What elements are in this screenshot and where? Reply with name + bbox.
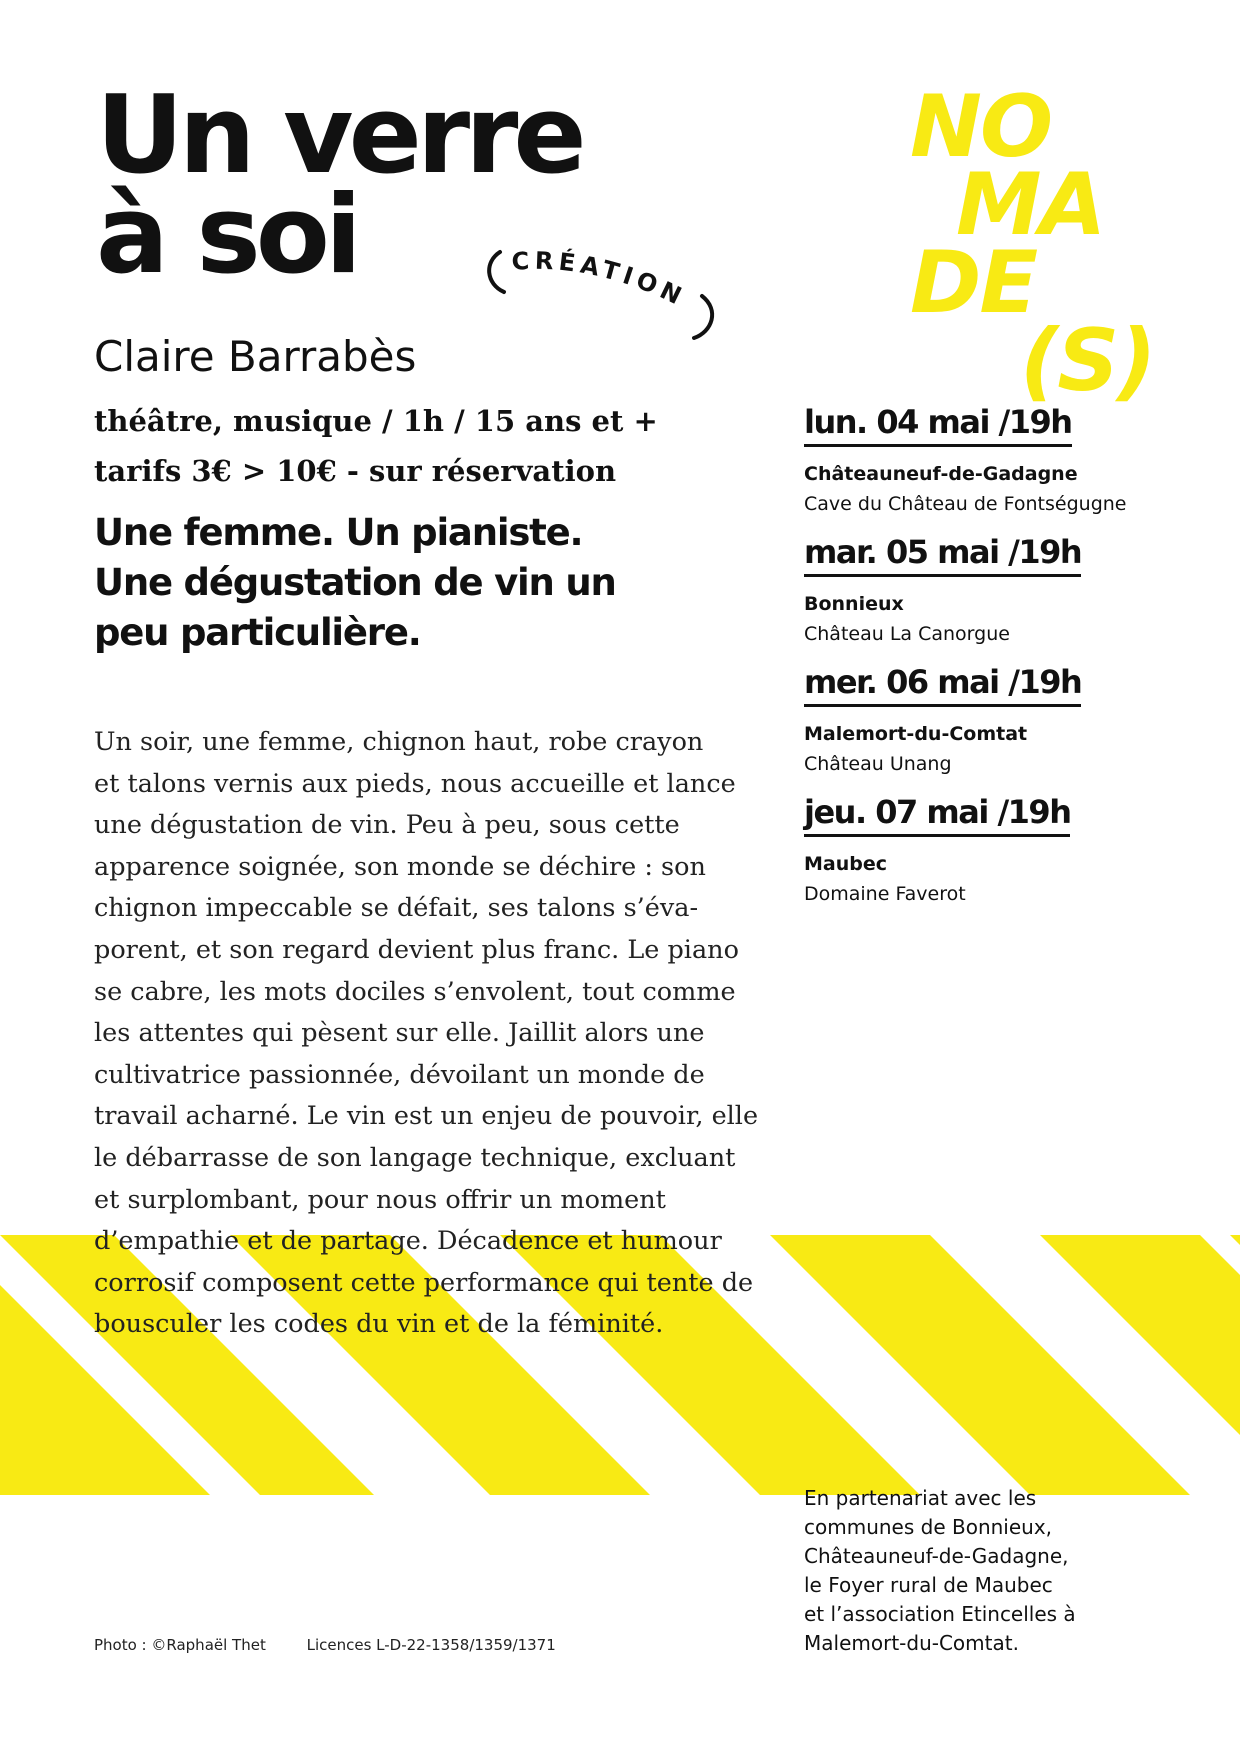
creation-label: CRÉATION: [510, 246, 691, 313]
event-date: lun. 04 mai /19h: [804, 402, 1072, 447]
partners-line: et l’association Etincelles à: [804, 1602, 1076, 1626]
body-line: Un soir, une femme, chignon haut, robe crayon: [94, 727, 704, 757]
nomades-logo: [910, 77, 1155, 411]
body-line: corrosif composent cette performance qui tente de: [94, 1267, 754, 1298]
brand-line-4: (S): [1020, 311, 1155, 411]
title-line-1: Un verre: [96, 73, 582, 198]
credits: [94, 1636, 556, 1654]
creation-open-paren: [489, 252, 504, 292]
schedule-item: [804, 662, 1224, 792]
brand-line-3: DE: [910, 233, 1037, 333]
event-date: mar. 05 mai /19h: [804, 532, 1081, 577]
photo-credit: Photo : ©Raphaël Thet: [94, 1636, 266, 1654]
partners-line: communes de Bonnieux,: [804, 1515, 1053, 1539]
body-line: bousculer les codes du vin et de la féminité.: [94, 1309, 664, 1340]
partners-line: le Foyer rural de Maubec: [804, 1573, 1053, 1597]
event-venue: Domaine Faverot: [804, 883, 966, 905]
body-line: se cabre, les mots dociles s’envolent, tout comme: [94, 976, 736, 1007]
partners-line: Malemort-du-Comtat.: [804, 1631, 1019, 1655]
partners-note: [804, 1484, 1224, 1658]
creation-tag: [480, 240, 730, 350]
body-line: et talons vernis aux pieds, nous accueille et lance: [94, 768, 736, 799]
body-line: le débarrasse de son langage technique, excluant: [94, 1142, 736, 1173]
event-venue: Château La Canorgue: [804, 623, 1010, 645]
event-town: Bonnieux: [804, 593, 904, 615]
body-line: chignon impeccable se défait, ses talons s’éva-: [94, 893, 699, 924]
event-town: Maubec: [804, 853, 888, 875]
body-line: et surplombant, pour nous offrir un moment: [94, 1184, 666, 1215]
creation-close-paren: [694, 296, 712, 338]
body-line: cultivatrice passionnée, dévoilant un monde de: [94, 1059, 705, 1090]
brand-line-1: NO: [910, 77, 1052, 177]
body-line: apparence soignée, son monde se déchire : son: [94, 851, 706, 882]
tagline-line: Une dégustation de vin un: [94, 561, 616, 604]
partners-line: Châteauneuf-de-Gadagne,: [804, 1544, 1069, 1568]
body-line: les attentes qui pèsent sur elle. Jaillit alors une: [94, 1018, 705, 1049]
event-venue: Cave du Château de Fontségugne: [804, 493, 1127, 515]
event-town: Châteauneuf-de-Gadagne: [804, 463, 1078, 485]
event-date: jeu. 07 mai /19h: [804, 792, 1070, 837]
price-reservation: tarifs 3€ > 10€ - sur réservation: [94, 454, 617, 488]
partners-line: En partenariat avec les: [804, 1486, 1037, 1510]
body-line: porent, et son regard devient plus franc. Le piano: [94, 934, 739, 965]
event-venue: Château Unang: [804, 753, 952, 775]
stripe: [1230, 1235, 1240, 1245]
schedule: [804, 402, 1224, 922]
genre-duration-age: théâtre, musique / 1h / 15 ans et +: [94, 404, 658, 438]
tagline-line: peu particulière.: [94, 611, 421, 654]
body-line: une dégustation de vin. Peu à peu, sous cette: [94, 810, 680, 841]
event-date: mer. 06 mai /19h: [804, 662, 1081, 707]
event-town: Malemort-du-Comtat: [804, 723, 1028, 745]
schedule-item: [804, 402, 1224, 532]
show-meta: [94, 396, 658, 496]
brand-line-2: MA: [956, 155, 1105, 255]
licence-numbers: Licences L-D-22-1358/1359/1371: [306, 1636, 556, 1654]
schedule-item: [804, 532, 1224, 662]
tagline: [94, 508, 694, 658]
body-line: d’empathie et de partage. Décadence et humour: [94, 1226, 722, 1257]
title-line-2: à soi: [96, 173, 357, 298]
description: [94, 722, 774, 1346]
schedule-item: [804, 792, 1224, 922]
body-line: travail acharné. Le vin est un enjeu de pouvoir, elle: [94, 1101, 759, 1132]
tagline-line: Une femme. Un pianiste.: [94, 511, 583, 554]
author-name: Claire Barrabès: [94, 332, 417, 381]
